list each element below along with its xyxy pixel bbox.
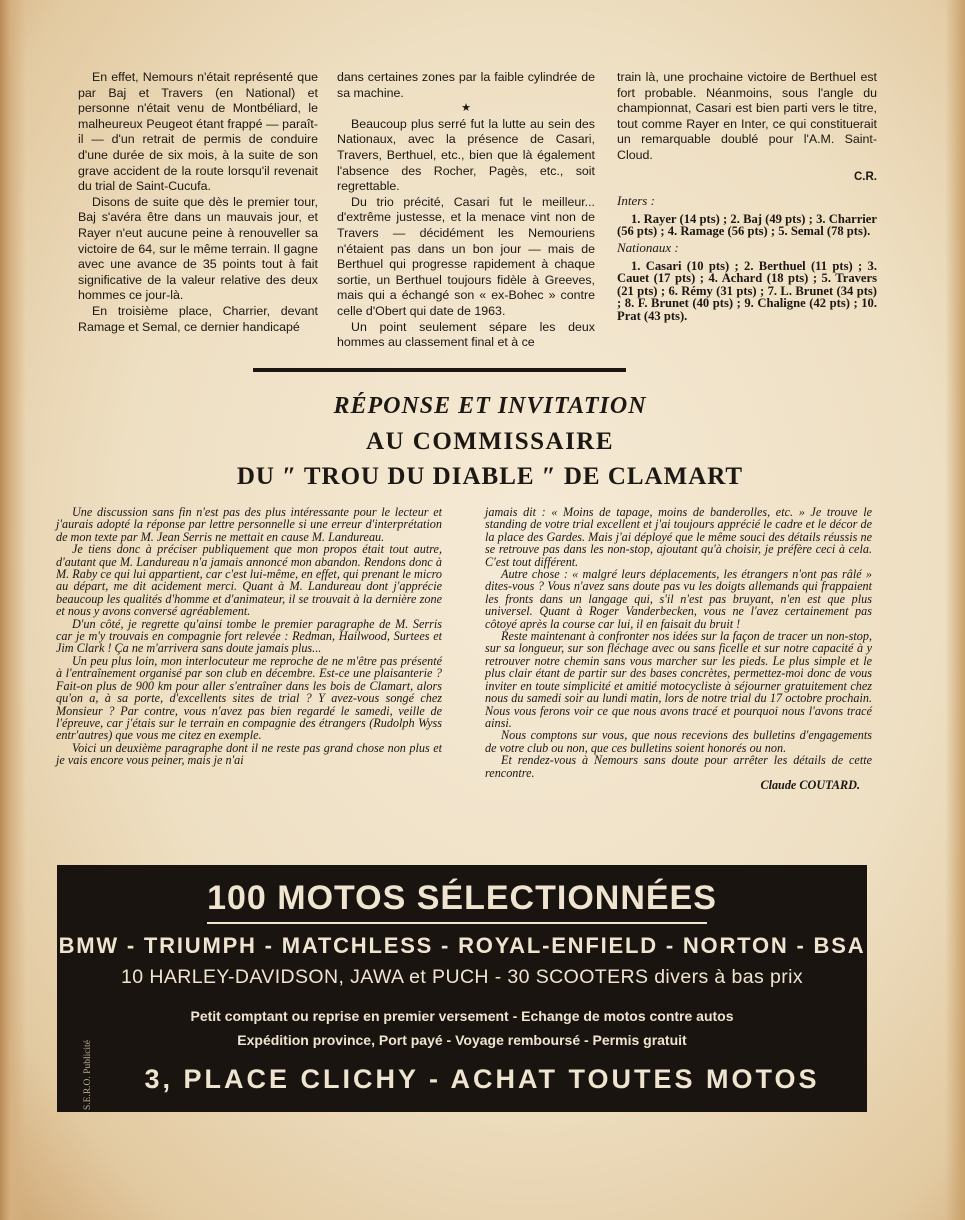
letter-column-1: [56, 506, 442, 767]
page-edge-shadow: [945, 0, 965, 1220]
ad-brands: BMW - TRIUMPH - MATCHLESS - ROYAL-ENFIELD - NORTON - BSA: [58, 933, 866, 958]
ad-headline: 100 MOTOS SÉLECTIONNÉES: [207, 879, 717, 917]
letter-paragraph: Un peu plus loin, mon interlocuteur me reproche de ne m'être pas présenté à l'entraînement organisé par son club en décembre. Est-ce une plaisanterie ? Fait-on plus de 900 km pour aller s'entraîner dans les bois de Clamart, alors qu'on a, à sa porte, d'excellents sites de trial ? Y avez-vous songé chez Monsieur ? Par contre, vous n'avez pas bien regardé le samedi, veille de l'épreuve, car j'étais sur le terrain en compagnie des étrangers (Rudolph Wyss entr'autres) que vous me citez en exemple.: [56, 653, 442, 743]
ad-headline-underline: [207, 922, 707, 924]
torn-page-edge: [0, 0, 26, 1220]
ad-address: 3, PLACE CLICHY - ACHAT TOUTES MOTOS: [144, 1064, 820, 1094]
ad-shipping-terms: Expédition province, Port payé - Voyage remboursé - Permis gratuit: [237, 1032, 687, 1048]
headline-line-3: DU ″ TROU DU DIABLE ″ DE CLAMART: [236, 463, 744, 490]
section-divider: [253, 368, 626, 372]
results-nationaux: 1. Casari (10 pts) ; 2. Berthuel (11 pts) ; 3. Cauet (17 pts) ; 4. Achard (18 pts) ; 5. Travers (21 pts) ; 6. Rémy (31 pts) ; 7. L. Brunet (34 pts) ; 8. F. Brunet (40 pts) ; 9. Chaligne (42 pts) ; 10. Prat (43 pts).: [617, 258, 877, 323]
article-paragraph: En troisième place, Charrier, devant Ramage et Semal, ce dernier handicapé: [78, 303, 318, 334]
letter-column-2: [485, 506, 872, 791]
letter-paragraph: Voici un deuxième paragraphe dont il ne reste pas grand chose non plus et je vais encore vous peiner, mais je n'ai: [56, 740, 442, 768]
advertisement-block: [57, 865, 867, 1112]
article-paragraph: En effet, Nemours n'était représenté que par Baj et Travers (en National) et personne n'était venu de Montbéliard, le malheureux Peugeot étant frappé — paraît-il — d'un retrait de permis de conduire d'une durée de six mois, à la suite de son grave accident de la route lorsqu'il revenait du trial de Saint-Cucufa.: [78, 70, 318, 194]
article-column-3: [617, 70, 877, 323]
letter-paragraph: Je tiens donc à préciser publiquement que mon propos était tout autre, d'autant que M. Landureau n'a jamais annoncé mon abandon. Rendons donc à M. Raby ce qui lui appartient, car c'est lui-même, en effet, qui prenant le micro au départ, me dit acidement merci. Quant à M. Landureau dont j'apprécie beaucoup les qualités d'homme et d'animateur, il se trouvait à la dernière zone et nous y avons conversé agréablement.: [56, 542, 442, 619]
letter-paragraph: Nous comptons sur vous, que nous recevions des bulletins d'engagements de votre club ou non, que ces bulletins soient honorés ou non.: [485, 728, 872, 755]
letter-paragraph: Reste maintenant à confronter nos idées sur la façon de tracer un non-stop, sur sa longueur, sur son fléchage avec ou sans ficelle et sur notre capacité à y retrouver notre chemin sans vous marcher sur les pieds. Le plus simple et le plus clair étant de partir sur des bases concrètes, permettez-moi donc de vous inviter en toute simplicité et amitié motocycliste à séjourner gratuitement chez nous du samedi soir au lundi matin, lors de notre trial du 17 octobre prochain. Nous vous ferons voir ce que nous avons tracé et pourquoi nous l'avons tracé ainsi.: [485, 629, 872, 730]
results-inters-title: Inters :: [617, 193, 655, 209]
article-signature: C.R.: [854, 170, 877, 183]
article-paragraph: dans certaines zones par la faible cylindrée de sa machine.: [337, 70, 595, 100]
letter-paragraph: Une discussion sans fin n'est pas des plus intéressante pour le lecteur et j'aurais adopté la réponse par lettre personnelle si une erreur d'interprétation de mon texte par M. Jean Serris ne mettait en cause M. Landureau.: [56, 505, 442, 544]
ad-payment-terms: Petit comptant ou reprise en premier versement - Echange de motos contre autos: [190, 1008, 734, 1024]
article-column-2: [337, 70, 595, 351]
article-paragraph: Disons de suite que dès le premier tour, Baj s'avéra être dans un mauvais jour, et Rayer n'eut aucune peine à renouveller sa victoire de 64, sur le même terrain. Il gagne avec une avance de 35 points tout à fait significative de la valeur relative des deux hommes ce jour-là.: [78, 194, 318, 303]
results-inters: 1. Rayer (14 pts) ; 2. Baj (49 pts) ; 3. Charrier (56 pts) ; 4. Ramage (56 pts) ; 5. Semal (78 pts).: [617, 211, 877, 239]
ad-agency-credit: S.E.R.O. Publicité: [83, 1040, 93, 1110]
article-paragraph: Du trio précité, Casari fut le meilleur... d'extrême justesse, et la menace vint non de Travers — décidément les Nemouriens n'étaient pas dans un bon jour — mais de Berthuel qui progresse rapidement à chaque sortie, un Berthuel toujours fidèle à Greeves, mais qui a échangé son « ex-Bohec » contre celle d'Obert qui date de 1963.: [337, 194, 595, 318]
headline-line-1: RÉPONSE ET INVITATION: [333, 393, 647, 419]
letter-paragraph: Et rendez-vous à Nemours sans doute pour arrêter les détails de cette rencontre.: [485, 753, 872, 780]
letter-paragraph: Autre chose : « malgré leurs déplacements, les étrangers n'ont pas râlé » dites-vous ? Vous n'avez sans doute pas vu les doigts allemands qui frappaient les fronts dans un langage qui, s'il n'est pas bruyant, n'en est que plus universel. Quant à Roger Vanderbecken, vous ne l'avez certainement pas côtoyé après la course car lui, il en faisait du bruit !: [485, 567, 872, 631]
headline-line-2: AU COMMISSAIRE: [365, 428, 615, 455]
article-paragraph: train là, une prochaine victoire de Berthuel est fort probable. Néanmoins, sous l'angle du championnat, Casari est bien parti vers le titre, tout comme Rayer en Inter, ce qui constituerait un remarquable doublé pour l'A.M. Saint-Cloud.: [617, 70, 877, 162]
letter-signature: Claude COUTARD.: [760, 777, 860, 792]
star-separator: ★: [461, 102, 471, 115]
letter-paragraph: D'un côté, je regrette qu'ainsi tombe le premier paragraphe de M. Serris car je m'y trouvais en compagnie fort relevée : Redman, Hailwood, Surtees et Jim Clark ! Ça ne m'arrivera sans doute jamais plus...: [56, 616, 442, 656]
article-column-1: [78, 70, 318, 335]
article-paragraph: Beaucoup plus serré fut la lutte au sein des Nationaux, avec la présence de Casari, Travers, Berthuel, etc., bien que là également l'absence des Rocher, Pagès, etc., soit regrettable.: [337, 116, 595, 194]
article-paragraph: Un point seulement sépare les deux hommes au classement final et à ce: [337, 319, 595, 350]
ad-extra-stock: 10 HARLEY-DAVIDSON, JAWA et PUCH - 30 SCOOTERS divers à bas prix: [121, 966, 803, 988]
results-nationaux-title: Nationaux :: [617, 239, 679, 255]
letter-paragraph: jamais dit : « Moins de tapage, moins de banderolles, etc. » Je trouve le standing de votre trial excellent et j'ai toujours apprécié le cadre et le décor de la place des Gardes. Mais j'ai déployé que le même souci des détails réussis ne se retrouve pas dans les non-stop, ajoutant qu'à choisir, je préfère ceci à cela. C'est tout différent.: [485, 505, 872, 569]
